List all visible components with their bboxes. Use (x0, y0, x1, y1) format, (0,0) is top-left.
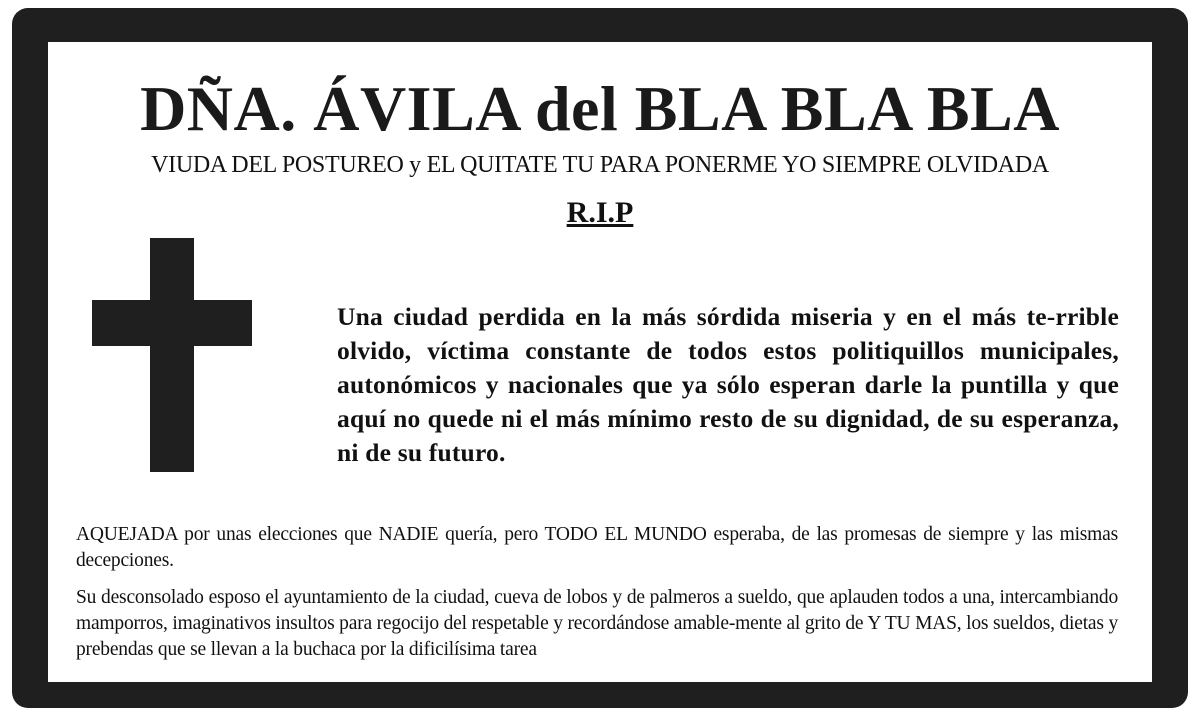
cross-vertical-bar (150, 238, 194, 472)
body-paragraph-2: Su desconsolado esposo el ayuntamiento de la ciudad, cueva de lobos y de palmeros a sueldo, que aplauden todos a una, intercambiando mamporros, imaginativos insultos para regocijo del respetable y recordándose amable-mente al grito de Y TU MAS, los sueldos, dietas y prebendas que se llevan a la buchaca por la dificilísima tarea (76, 587, 1118, 660)
cross-horizontal-bar (92, 300, 252, 346)
subtitle: VIUDA DEL POSTUREO y EL QUITATE TU PARA PONERME YO SIEMPRE OLVIDADA (151, 152, 1049, 178)
body-paragraph-1: AQUEJADA por unas elecciones que NADIE quería, pero TODO EL MUNDO esperaba, de las promesas de siempre y las mismas decepciones. (76, 524, 1118, 571)
lead-paragraph: Una ciudad perdida en la más sórdida miseria y en el más te-rrible olvido, víctima constante de todos estos politiquillos municipales, autonómicos y nacionales que ya sólo esperan darle la puntilla y que aquí no quede ni el más mínimo resto de su dignidad, de su esperanza, ni de su futuro. (337, 302, 1119, 467)
deceased-name-title: DÑA. ÁVILA del BLA BLA BLA (140, 73, 1060, 144)
rip-heading: R.I.P (566, 196, 634, 229)
